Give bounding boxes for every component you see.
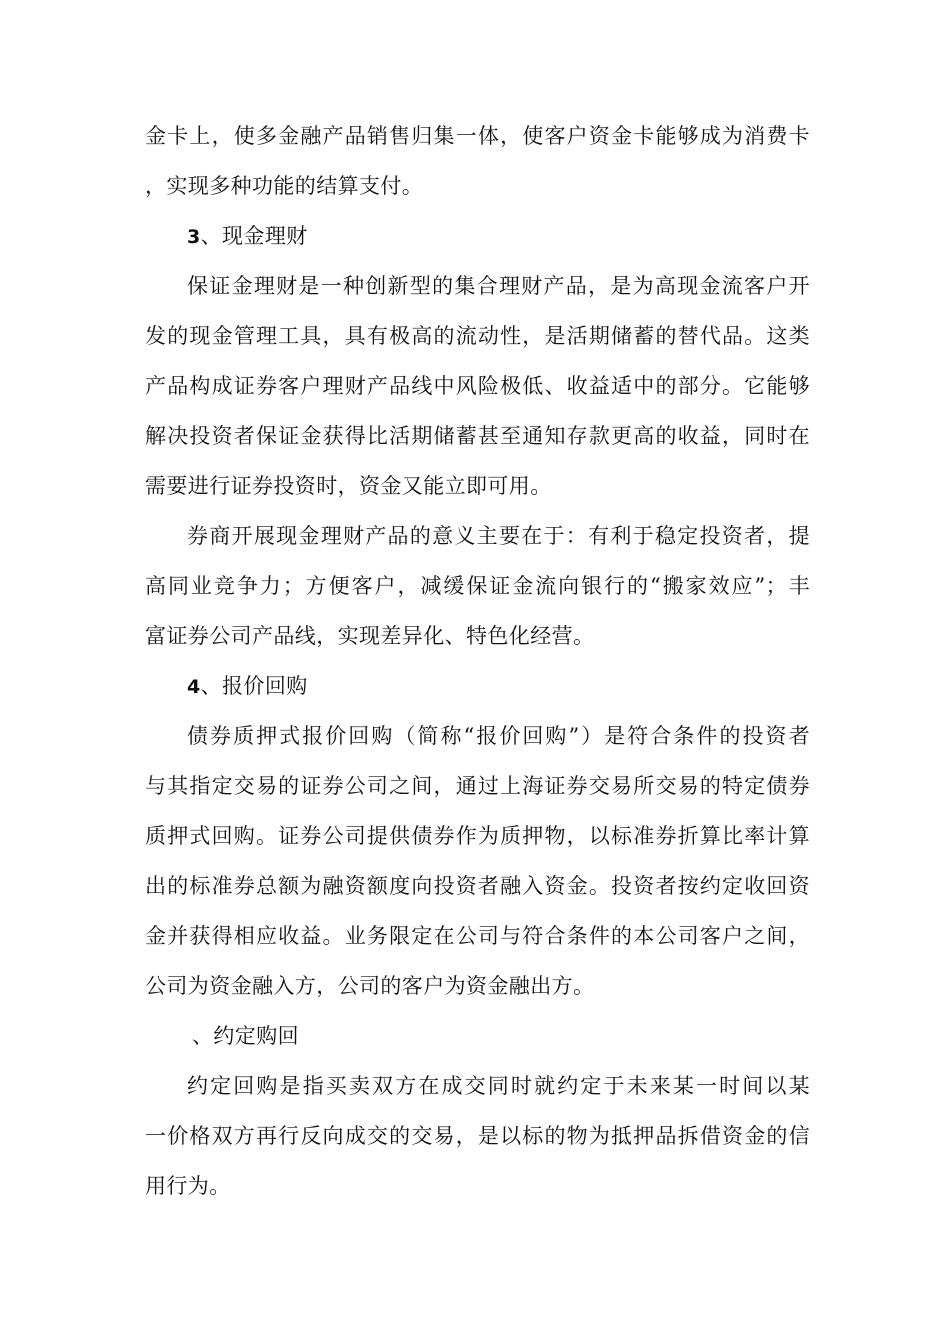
section-heading-agreed-repurchase <box>192 1022 857 1051</box>
paragraph-line: 产品构成证券客户理财产品线中风险极低、收益适中的部分。它能够 <box>145 374 810 398</box>
paragraph-line: 解决投资者保证金获得比活期储蓄甚至通知存款更高的收益，同时在 <box>145 424 810 448</box>
section-number: 3 <box>187 226 201 248</box>
section-heading-quote-repo <box>187 672 852 701</box>
paragraph-line: 高同业竞争力；方便客户，减缓保证金流向银行的“搬家效应”；丰 <box>145 574 810 598</box>
paragraph-line: 富证券公司产品线，实现差异化、特色化经营。 <box>145 624 595 648</box>
section-number: 4 <box>187 676 201 698</box>
paragraph-line: 质押式回购。证券公司提供债券作为质押物，以标准券折算比率计算 <box>145 824 810 848</box>
section-title: 、报价回购 <box>200 674 308 698</box>
paragraph-line: 需要进行证券投资时，资金又能立即可用。 <box>145 474 552 498</box>
section-title: 、约定购回 <box>192 1024 299 1048</box>
paragraph-line: 保证金理财是一种创新型的集合理财产品，是为高现金流客户开 <box>187 274 810 298</box>
paragraph-line: 用行为。 <box>145 1174 231 1198</box>
paragraph-line: 公司为资金融入方，公司的客户为资金融出方。 <box>145 974 595 998</box>
paragraph-line: 与其指定交易的证券公司之间，通过上海证券交易所交易的特定债券 <box>145 774 810 798</box>
paragraph-line: 金并获得相应收益。业务限定在公司与符合条件的本公司客户之间， <box>145 924 810 948</box>
paragraph-line: 约定回购是指买卖双方在成交同时就约定于未来某一时间以某 <box>187 1074 810 1098</box>
paragraph-line: 发的现金管理工具，具有极高的流动性，是活期储蓄的替代品。这类 <box>145 324 810 348</box>
paragraph-line: 债券质押式报价回购（简称“报价回购”）是符合条件的投资者 <box>187 724 810 748</box>
section-title: 、现金理财 <box>200 224 308 248</box>
paragraph-line: 一价格双方再行反向成交的交易，是以标的物为抵押品拆借资金的信 <box>145 1124 810 1148</box>
section-heading-cash-management <box>187 222 852 251</box>
paragraph-line: 券商开展现金理财产品的意义主要在于：有利于稳定投资者，提 <box>187 524 810 548</box>
paragraph-line: 出的标准券总额为融资额度向投资者融入资金。投资者按约定收回资 <box>145 874 810 898</box>
paragraph-line: 金卡上，使多金融产品销售归集一体，使客户资金卡能够成为消费卡 <box>145 124 810 148</box>
paragraph-line: ，实现多种功能的结算支付。 <box>145 174 424 198</box>
